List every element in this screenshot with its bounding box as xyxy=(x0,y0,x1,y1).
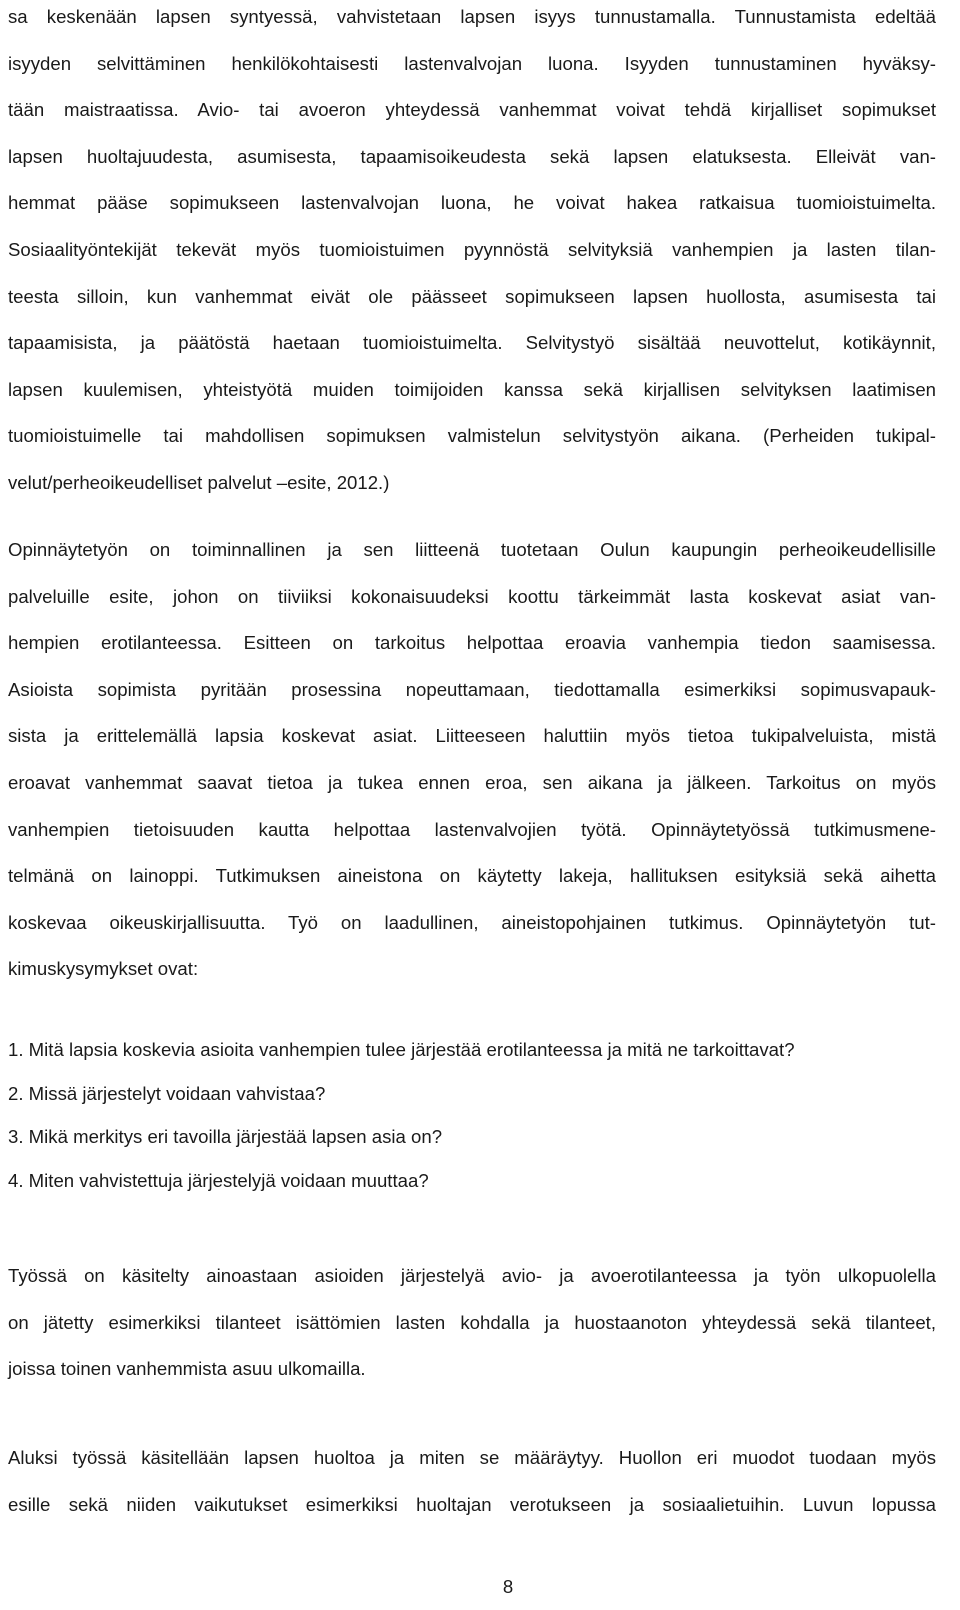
text-line: palveluille esite, johon on tiiviiksi kokonaisuudeksi koottu tärkeimmät lasta koskevat asiat van- xyxy=(8,585,936,607)
paragraph-scope xyxy=(8,1253,936,1393)
text-line: lapsen huoltajuudesta, asumisesta, tapaamisoikeudesta sekä lapsen elatuksesta. Elleivät van- xyxy=(8,145,936,167)
text-line: Sosiaalityöntekijät tekevät myös tuomioistuimen pyynnöstä selvityksiä vanhempien ja lasten tilan- xyxy=(8,238,936,260)
text-line: tuomioistuimelle tai mahdollisen sopimuksen valmistelun selvitystyön aikana. (Perheiden tukipal- xyxy=(8,425,936,447)
page-number: 8 xyxy=(502,1576,514,1597)
text-line: vanhempien tietoisuuden kautta helpottaa lastenvalvojien työtä. Opinnäytetyössä tutkimusmene- xyxy=(8,818,936,840)
list-item: 2. Missä järjestelyt voidaan vahvistaa? xyxy=(8,1082,326,1104)
text-line: teesta silloin, kun vanhemmat eivät ole päässeet sopimukseen lapsen huollosta, asumisesta tai xyxy=(8,285,936,307)
text-line: hempien erotilanteessa. Esitteen on tarkoitus helpottaa eroavia vanhempia tiedon saamisessa. xyxy=(8,632,936,654)
text-line: eroavat vanhemmat saavat tietoa ja tukea ennen eroa, sen aikana ja jälkeen. Tarkoitus on myös xyxy=(8,771,936,793)
text-line: lapsen kuulemisen, yhteistyötä muiden toimijoiden kanssa sekä kirjallisen selvityksen laatimisen xyxy=(8,378,936,400)
text-line: hemmat pääse sopimukseen lastenvalvojan luona, he voivat hakea ratkaisua tuomioistuimelta. xyxy=(8,192,936,214)
text-line: kimuskysymykset ovat: xyxy=(8,958,199,980)
list-item: 1. Mitä lapsia koskevia asioita vanhempien tulee järjestää erotilanteessa ja mitä ne tarkoittavat? xyxy=(8,1039,795,1060)
research-questions-list xyxy=(8,1028,936,1202)
text-line: Aluksi työssä käsitellään lapsen huoltoa ja miten se määräytyy. Huollon eri muodot tuodaan myös xyxy=(8,1447,936,1468)
text-line: sa keskenään lapsen syntyessä, vahvistetaan lapsen isyys tunnustamalla. Tunnustamista edeltää xyxy=(8,6,936,27)
text-line: telmänä on lainoppi. Tutkimuksen aineistona on käytetty lakeja, hallituksen esityksiä sekä aihetta xyxy=(8,865,936,887)
text-line: Työssä on käsitelty ainoastaan asioiden järjestelyä avio- ja avoerotilanteessa ja työn ulkopuolella xyxy=(8,1265,936,1286)
text-line: tään maistraatissa. Avio- tai avoeron yhteydessä vanhemmat voivat tehdä kirjalliset sopimukset xyxy=(8,99,936,121)
text-line: on jätetty esimerkiksi tilanteet isättömien lasten kohdalla ja huostaanoton yhteydessä sekä tilanteet, xyxy=(8,1311,936,1333)
text-line: Opinnäytetyön on toiminnallinen ja sen liitteenä tuotetaan Oulun kaupungin perheoikeudellisille xyxy=(8,539,936,560)
text-line: esille sekä niiden vaikutukset esimerkiksi huoltajan verotukseen ja sosiaalietuihin. Luvun lopussa xyxy=(8,1493,936,1515)
list-item: 4. Miten vahvistettuja järjestelyjä voidaan muuttaa? xyxy=(8,1169,429,1191)
text-line: velut/perheoikeudelliset palvelut –esite, 2012.) xyxy=(8,471,390,493)
text-line: koskevaa oikeuskirjallisuutta. Työ on laadullinen, aineistopohjainen tutkimus. Opinnäytetyön tut- xyxy=(8,911,936,933)
paragraph-custody-agreements xyxy=(8,0,936,507)
text-line: sista ja erittelemällä lapsia koskevat asiat. Liitteeseen haluttiin myös tietoa tukipalveluista, mistä xyxy=(8,725,936,747)
paragraph-structure xyxy=(8,1435,936,1528)
text-line: joissa toinen vanhemmista asuu ulkomailla. xyxy=(8,1358,366,1380)
list-item: 3. Mikä merkitys eri tavoilla järjestää lapsen asia on? xyxy=(8,1126,443,1148)
text-line: tapaamisista, ja päätöstä haetaan tuomioistuimelta. Selvitystyö sisältää neuvottelut, kotikäynnit, xyxy=(8,332,936,354)
text-line: isyyden selvittäminen henkilökohtaisesti lastenvalvojan luona. Isyyden tunnustaminen hyväksy- xyxy=(8,52,936,74)
paragraph-thesis-description xyxy=(8,527,936,993)
text-line: Asioista sopimista pyritään prosessina nopeuttamaan, tiedottamalla esimerkiksi sopimusvapauk- xyxy=(8,678,936,700)
